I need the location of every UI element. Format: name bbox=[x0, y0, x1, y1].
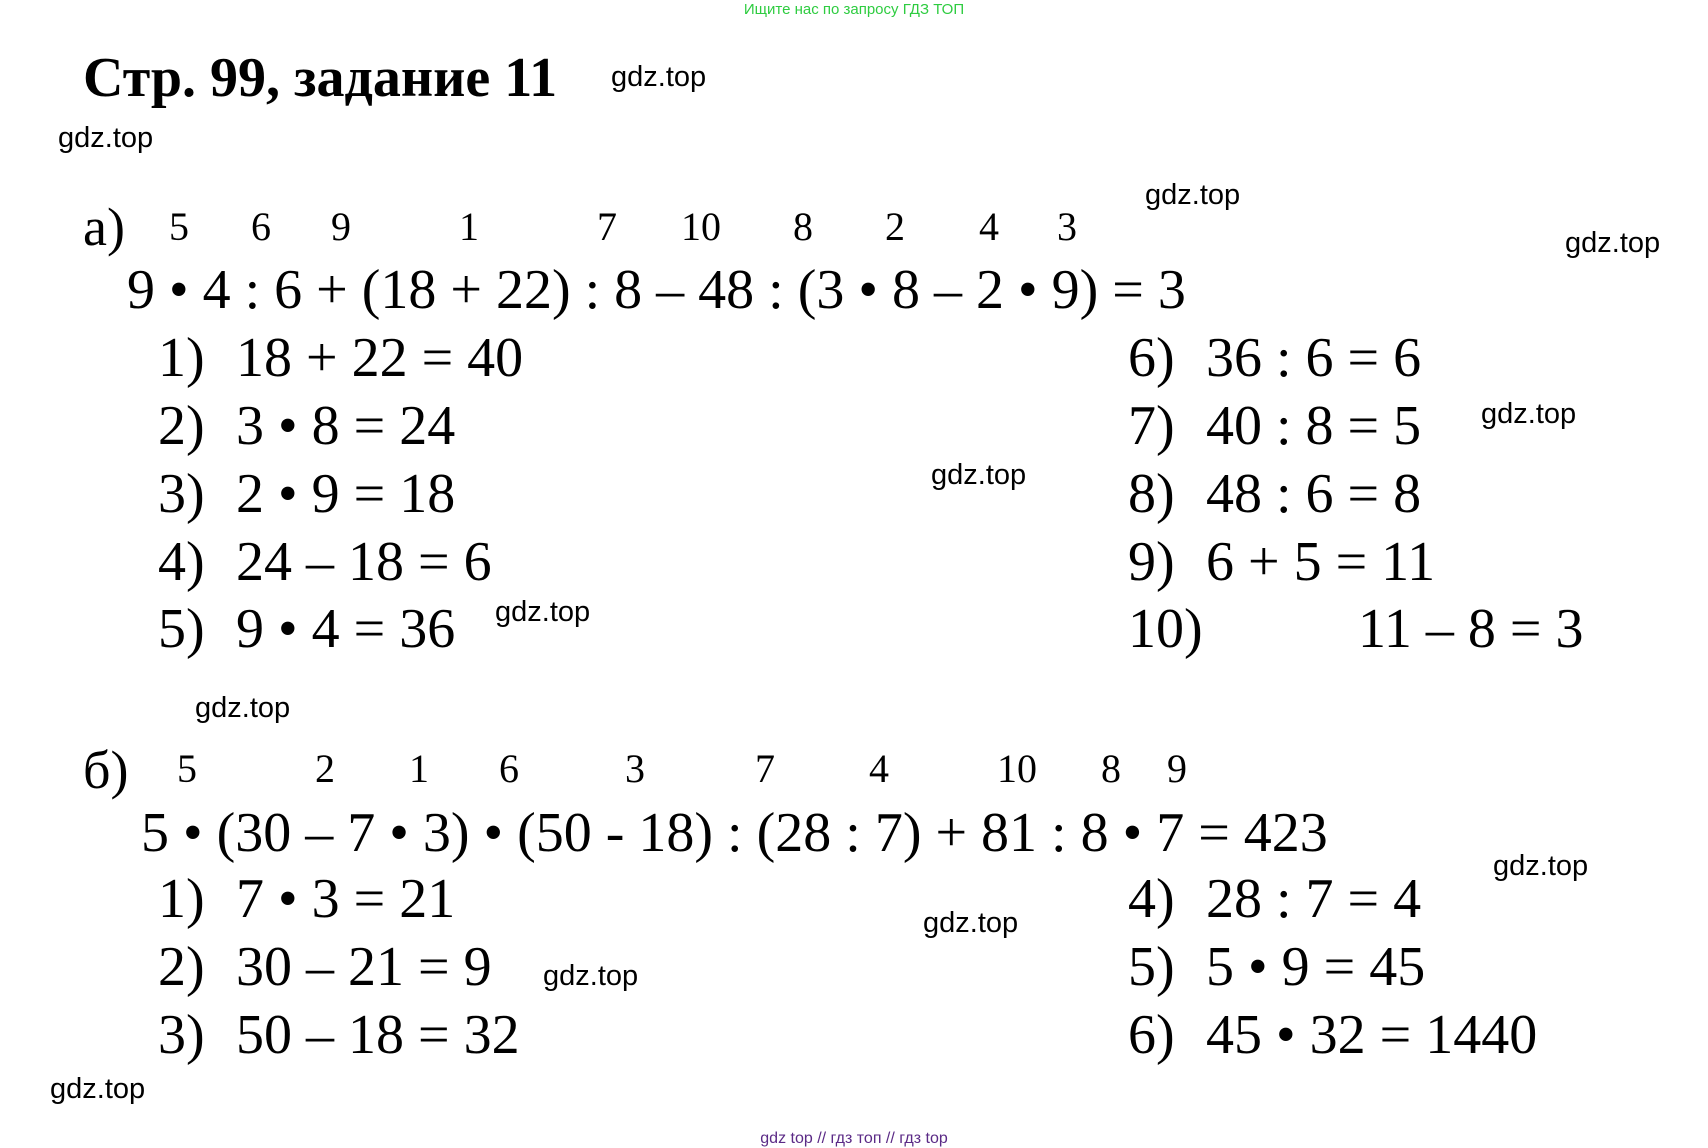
order-number: 8 bbox=[793, 204, 813, 249]
watermark: gdz.top bbox=[1493, 850, 1589, 882]
order-number: 5 bbox=[169, 204, 189, 249]
watermark: gdz.top bbox=[195, 692, 291, 724]
step-a-8: 8) 48 : 6 = 8 bbox=[1128, 463, 1422, 525]
expression-b: 5 • (30 – 7 • 3) • (50 - 18) : (28 : 7) + 81 : 8 • 7 = 423 bbox=[141, 802, 1328, 864]
watermark: gdz.top bbox=[923, 907, 1019, 939]
order-number: 1 bbox=[409, 746, 429, 791]
order-number: 2 bbox=[315, 746, 335, 791]
watermark: gdz.top bbox=[50, 1073, 146, 1105]
order-number: 7 bbox=[755, 746, 775, 791]
step-b-1: 1) 7 • 3 = 21 bbox=[158, 868, 456, 930]
order-number: 5 bbox=[177, 746, 197, 791]
order-number: 10 bbox=[997, 746, 1037, 791]
step-b-2: 2) 30 – 21 = 9 bbox=[158, 936, 492, 998]
order-number: 6 bbox=[499, 746, 519, 791]
watermark: gdz.top bbox=[543, 960, 639, 992]
order-number: 8 bbox=[1101, 746, 1121, 791]
watermark: gdz.top bbox=[1145, 179, 1241, 211]
order-number: 3 bbox=[625, 746, 645, 791]
order-number: 1 bbox=[459, 204, 479, 249]
step-a-9: 9) 6 + 5 = 11 bbox=[1128, 531, 1436, 593]
watermark: gdz.top bbox=[1565, 227, 1661, 259]
step-a-7: 7) 40 : 8 = 5 bbox=[1128, 395, 1422, 457]
watermark: gdz.top bbox=[931, 459, 1027, 491]
order-number: 2 bbox=[885, 204, 905, 249]
order-number: 3 bbox=[1057, 204, 1077, 249]
order-number: 7 bbox=[597, 204, 617, 249]
watermark: gdz.top bbox=[611, 61, 707, 93]
page-title: Стр. 99, задание 11 bbox=[83, 47, 558, 109]
order-number: 10 bbox=[681, 204, 721, 249]
watermark: gdz.top bbox=[495, 596, 591, 628]
order-number: 4 bbox=[869, 746, 889, 791]
watermark: gdz.top bbox=[1481, 398, 1577, 430]
expression-a: 9 • 4 : 6 + (18 + 22) : 8 – 48 : (3 • 8 – 2 • 9) = 3 bbox=[127, 259, 1186, 321]
part-a-label: а) bbox=[83, 197, 125, 257]
part-b-label: б) bbox=[83, 740, 129, 800]
step-a-2: 2) 3 • 8 = 24 bbox=[158, 395, 456, 457]
watermark: gdz.top bbox=[58, 122, 154, 154]
step-a-1: 1) 18 + 22 = 40 bbox=[158, 327, 524, 389]
step-a-10: 10) 11 – 8 = 3 bbox=[1128, 598, 1584, 660]
step-a-4: 4) 24 – 18 = 6 bbox=[158, 531, 492, 593]
step-b-4: 4) 28 : 7 = 4 bbox=[1128, 868, 1422, 930]
step-b-5: 5) 5 • 9 = 45 bbox=[1128, 936, 1426, 998]
step-a-3: 3) 2 • 9 = 18 bbox=[158, 463, 456, 525]
order-number: 9 bbox=[1167, 746, 1187, 791]
step-b-6: 6) 45 • 32 = 1440 bbox=[1128, 1004, 1538, 1066]
search-banner: Ищите нас по запросу ГДЗ ТОП bbox=[743, 1, 965, 18]
order-number: 4 bbox=[979, 204, 999, 249]
order-number: 6 bbox=[251, 204, 271, 249]
step-a-6: 6) 36 : 6 = 6 bbox=[1128, 327, 1422, 389]
step-b-3: 3) 50 – 18 = 32 bbox=[158, 1004, 520, 1066]
step-a-5: 5) 9 • 4 = 36 bbox=[158, 598, 456, 660]
order-number: 9 bbox=[331, 204, 351, 249]
footer-links: gdz top // гдз топ // гдз top bbox=[760, 1130, 948, 1147]
